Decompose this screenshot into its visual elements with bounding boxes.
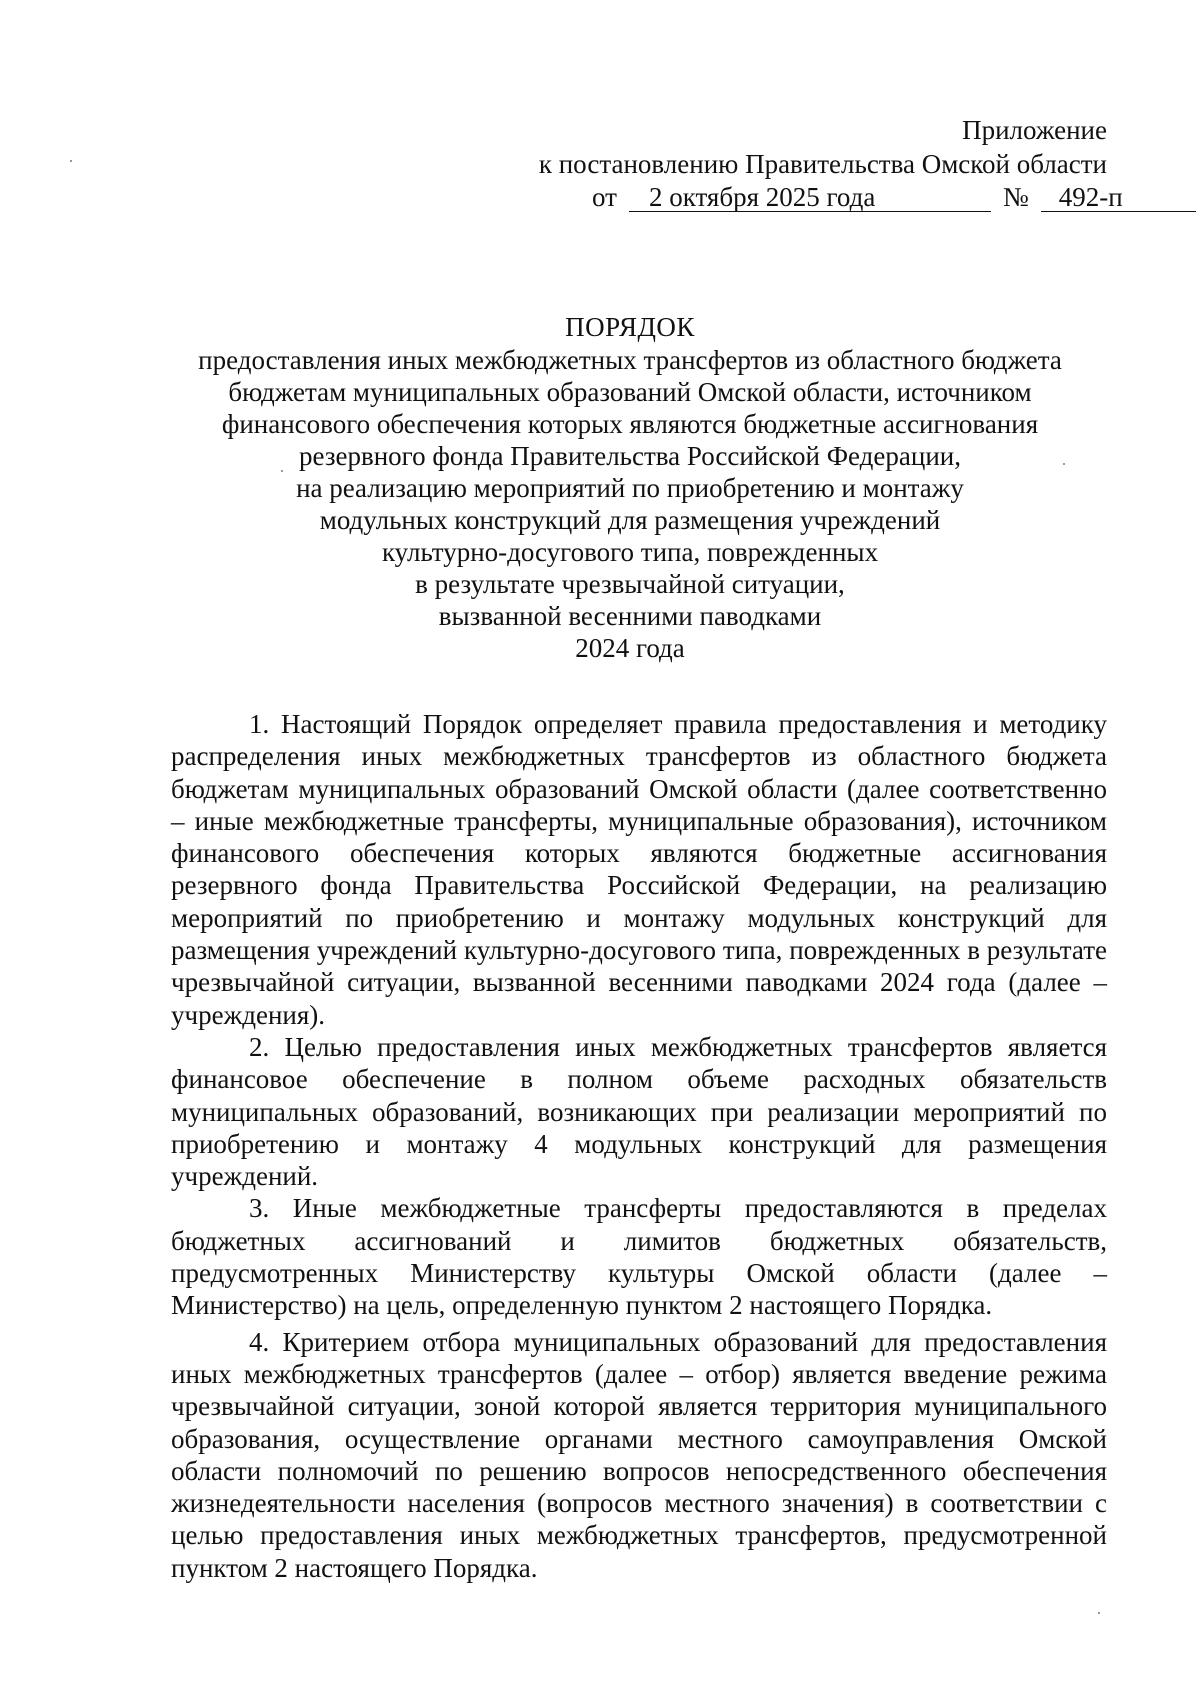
title-line: 2024 года xyxy=(575,633,685,663)
scan-speck xyxy=(281,470,283,472)
paragraph-4: 4. Критерием отбора муниципальных образований для предоставления иных межбюджетных трансфертов (далее – отбор) является введение режима чрезвычайной ситуации, зоной которой является территория муниципального образования, осуществление органами местного самоуправления Омской области полномочий по решению вопросов непосредственного обеспечения жизнедеятельности населения (вопросов местного значения) в соответствии с целью предоставления иных межбюджетных трансфертов, предусмотренной пунктом 2 настоящего Порядка. xyxy=(171,1326,1107,1583)
paragraph-1: 1. Настоящий Порядок определяет правила предоставления и методику распределения иных межбюджетных трансфертов из областного бюджета бюджетам муниципальных образований Омской области (далее соответственно – иные межбюджетные трансферты, муниципальные образования), источником финансового обеспечения которых являются бюджетные ассигнования резервного фонда Правительства Российской Федерации, на реализацию мероприятий по приобретению и монтажу модульных конструкций для размещения учреждений культурно-досугового типа, поврежденных в результате чрезвычайной ситуации, вызванной весенними паводками 2024 года (далее – учреждения). xyxy=(171,709,1107,1030)
number-sign: № xyxy=(1002,182,1029,212)
title-line: резервного фонда Правительства Российской Федерации, xyxy=(299,441,961,471)
scan-speck xyxy=(70,160,72,162)
paragraph-2: 2. Целью предоставления иных межбюджетных трансфертов является финансовое обеспечение в полном объеме расходных обязательств муниципальных образований, возникающих при реализации мероприятий по приобретению и монтажу 4 модульных конструкций для размещения учреждений. xyxy=(171,1031,1107,1192)
document-title-block xyxy=(150,311,1110,664)
paragraph-3: 3. Иные межбюджетные трансферты предоставляются в пределах бюджетных ассигнований и лимитов бюджетных обязательств, предусмотренных Министерству культуры Омской области (далее – Министерство) на цель, определенную пунктом 2 настоящего Порядка. xyxy=(171,1193,1107,1321)
appendix-header xyxy=(427,114,1123,215)
decree-date-number-line xyxy=(427,181,1123,215)
title-line: в результате чрезвычайной ситуации, xyxy=(415,569,845,599)
document-title: ПОРЯДОК xyxy=(565,312,695,342)
appendix-reference: к постановлению Правительства Омской области xyxy=(538,148,1107,179)
title-line: финансового обеспечения которых являются бюджетные ассигнования xyxy=(221,409,1039,439)
from-label: от xyxy=(592,182,617,212)
document-body xyxy=(171,708,1107,1584)
decree-number: 492-п xyxy=(1041,183,1196,212)
title-line: вызванной весенними паводками xyxy=(438,601,822,631)
title-line: предоставления иных межбюджетных трансфертов из областного бюджета xyxy=(198,345,1062,375)
decree-date: 2 октября 2025 года xyxy=(629,183,991,212)
title-line: модульных конструкций для размещения учреждений xyxy=(319,505,941,535)
appendix-label: Приложение xyxy=(962,115,1107,145)
title-line: бюджетам муниципальных образований Омской области, источником xyxy=(228,377,1032,407)
scan-speck xyxy=(1063,463,1065,465)
scan-speck xyxy=(1098,1612,1100,1614)
title-line: культурно-досугового типа, поврежденных xyxy=(381,537,879,567)
title-line: на реализацию мероприятий по приобретению и монтажу xyxy=(296,473,964,503)
